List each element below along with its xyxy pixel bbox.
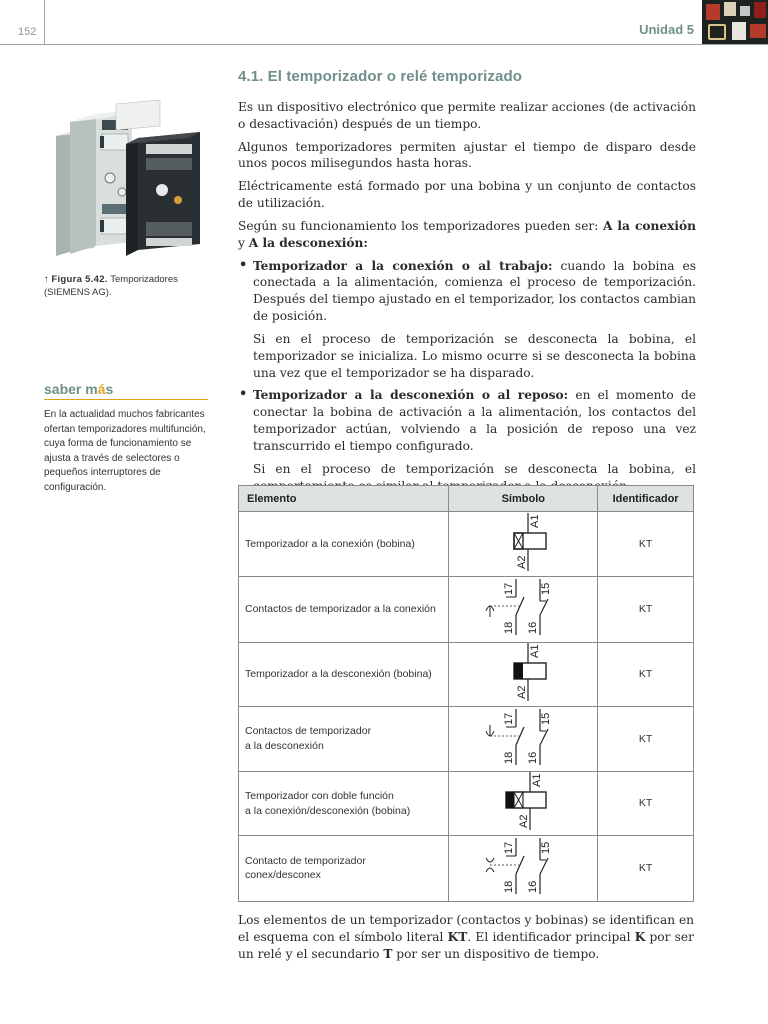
table-row: [239, 642, 694, 706]
row-elemento: Contactos de temporizador a la desconexión: [239, 706, 449, 772]
header-thumbnail-image: [702, 0, 768, 44]
main-content: [238, 68, 696, 500]
svg-text:15: 15: [540, 712, 553, 725]
svg-text:18: 18: [503, 880, 516, 894]
section-title: 4.1. El temporizador o relé temporizado: [238, 68, 522, 85]
paragraph-composition: Eléctricamente está formado por una bobina y un conjunto de contactos de utilización.: [238, 179, 696, 211]
row-elemento: Contactos de temporizador a la conexión: [239, 577, 449, 643]
svg-text:16: 16: [527, 880, 540, 894]
off-delay-coil-symbol: [449, 642, 598, 706]
paragraph-definition: Es un dispositivo electrónico que permite realizar acciones (de activación o desactivación) después de un tiempo.: [238, 100, 696, 131]
dual-function-coil-symbol: [449, 772, 598, 836]
row-identificador: KT: [598, 642, 694, 706]
paragraph-identifier: Los elementos de un temporizador (contactos y bobinas) se identifican en el esquema con el símbolo literal KT. El identificador principal K por ser un relé y el secundario T por ser un dispositivo de tiempo.: [238, 913, 695, 961]
header-identificador: Identificador: [598, 486, 694, 512]
row-elemento: Temporizador con doble función a la conexión/desconexión (bobina): [239, 772, 449, 836]
svg-text:A2: A2: [516, 555, 529, 569]
bullet-on-delay-extra: Si en el proceso de temporización se desconecta la bobina, el temporizador se inicializa. Lo mismo ocurre si se desconecta la bobina una vez que el temporizador se ha disparado.: [253, 331, 696, 380]
figure-caption-text: Temporizadores (SIEMENS AG).: [44, 274, 178, 298]
bullet-on-delay: • Temporizador a la conexión o al trabajo: cuando la bobina es conectada a la alimentación, comienza el proceso de temporización. Después del tiempo ajustado en el temporizador, los contactos cambian de posición.: [238, 258, 696, 325]
timer-devices-photo: [50, 100, 210, 260]
row-elemento: Temporizador a la conexión (bobina): [239, 512, 449, 577]
row-identificador: KT: [598, 772, 694, 836]
row-identificador: KT: [598, 836, 694, 902]
saber-mas-title: saber más: [44, 381, 114, 397]
row-identificador: KT: [598, 512, 694, 577]
svg-text:15: 15: [540, 841, 553, 855]
dual-function-contact-symbol: [449, 836, 598, 902]
svg-text:16: 16: [527, 621, 540, 634]
table-row: [239, 772, 694, 836]
on-delay-contacts-symbol: [449, 577, 598, 643]
saber-mas-text: En la actualidad muchos fabricantes ofertan temporizadores multifunción, cuya forma de funcionamiento se ajusta a través de selectores o pequeños interruptores de configuración.: [44, 409, 206, 493]
table-row: [239, 577, 694, 643]
svg-text:A2: A2: [516, 685, 529, 699]
svg-text:17: 17: [503, 582, 516, 595]
paragraph-types: Según su funcionamiento los temporizadores pueden ser: A la conexión y A la desconexión:: [238, 218, 696, 250]
header-simbolo: Símbolo: [449, 486, 598, 512]
caption-arrow-icon: ↑: [44, 274, 49, 285]
svg-text:16: 16: [527, 751, 540, 764]
svg-text:A1: A1: [531, 773, 544, 788]
unit-title: Unidad 5: [639, 22, 694, 37]
bullet-off-delay: • Temporizador a la desconexión o al reposo: en el momento de conectar la bobina de activación a la alimentación, los contactos del temporizador actúan, volviendo a la posición de reposo una vez transcurrido el tiempo configurado.: [238, 387, 696, 454]
off-delay-contacts-symbol: [449, 706, 598, 772]
svg-text:18: 18: [503, 751, 516, 764]
svg-text:17: 17: [503, 841, 516, 855]
timer-elements-table: [238, 485, 694, 902]
paragraph-adjust: Algunos temporizadores permiten ajustar el tiempo de disparo desde unos pocos milisegundos hasta horas.: [238, 139, 696, 171]
svg-text:15: 15: [540, 582, 553, 595]
row-identificador: KT: [598, 577, 694, 643]
row-identificador: KT: [598, 706, 694, 772]
row-elemento: Contacto de temporizador conex/desconex: [239, 836, 449, 902]
on-delay-coil-symbol: [449, 512, 598, 577]
svg-text:17: 17: [503, 712, 516, 725]
figure-caption: [44, 274, 212, 300]
header-divider: [0, 44, 768, 45]
svg-text:18: 18: [503, 621, 516, 634]
row-elemento: Temporizador a la desconexión (bobina): [239, 642, 449, 706]
table-row: [239, 836, 694, 902]
svg-text:A2: A2: [518, 814, 531, 829]
table-row: [239, 512, 694, 577]
svg-text:A1: A1: [529, 644, 542, 658]
saber-mas-divider: [44, 399, 208, 400]
header-elemento: Elemento: [239, 486, 449, 512]
table-row: [239, 706, 694, 772]
header-divider-vertical: [44, 0, 45, 45]
svg-text:A1: A1: [529, 514, 542, 528]
page-number: 152: [18, 26, 37, 38]
bullet-off-delay-extra: Si en el proceso de temporización se desconecta la bobina, el: [253, 461, 696, 476]
figure-label: Figura 5.42.: [51, 274, 108, 285]
table-header-row: [239, 486, 694, 512]
